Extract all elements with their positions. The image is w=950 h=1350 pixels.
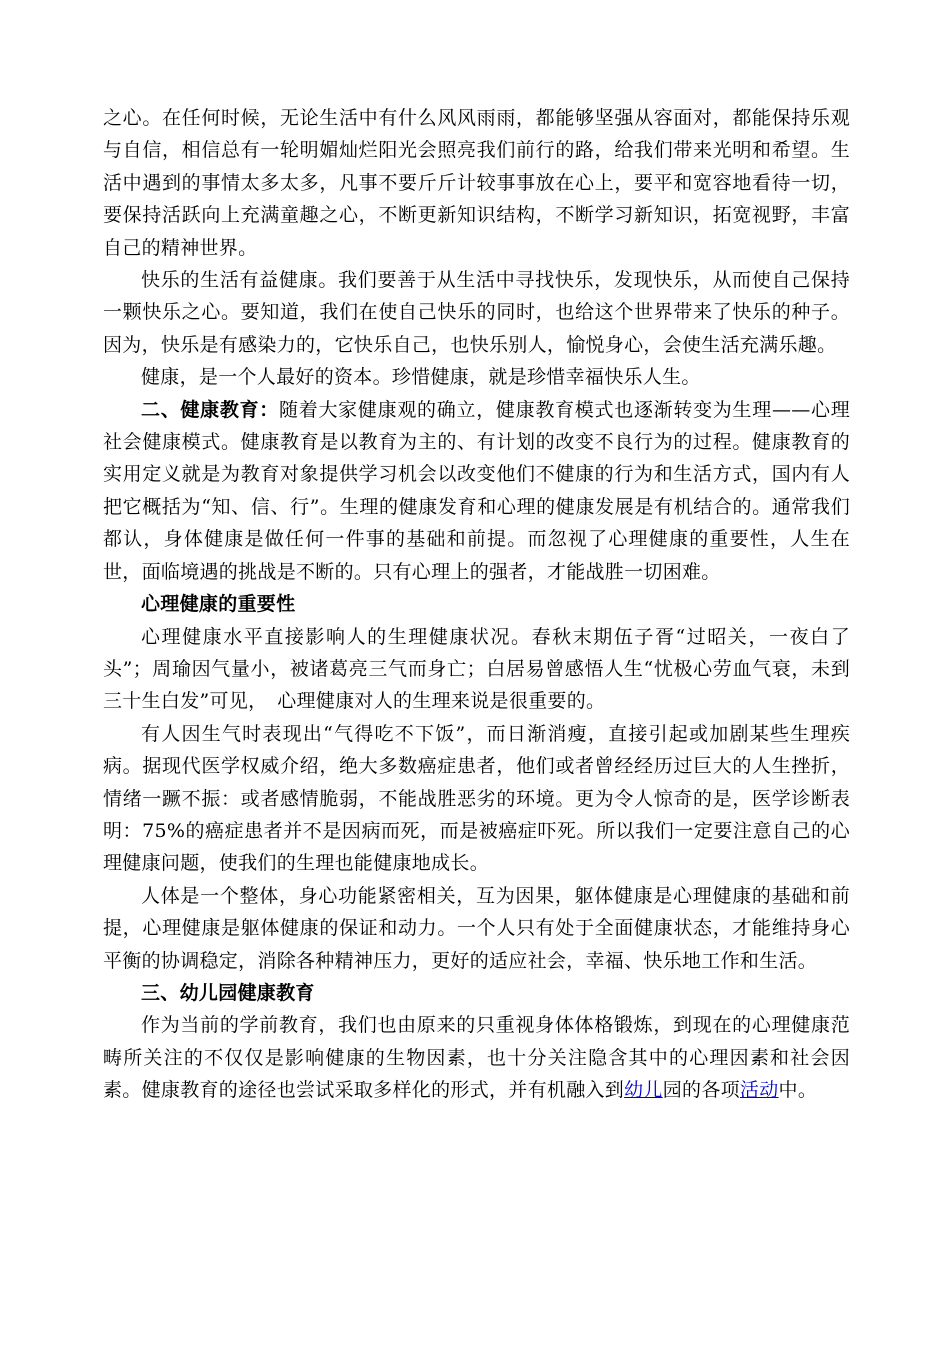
section-2-text: 随着大家健康观的确立，健康教育模式也逐渐转变为生理——心理社会健康模式。健康教育是以教育为主的、有计划的改变不良行为的过程。健康教育的实用定义就是为教育对象提供学习机会以改变他们不健康的行为和生活方式，国内有人把它概括为“知、信、行”。生理的健康发育和心理的健康发展是有机结合的。通常我们都认，身体健康是做任何一件事的基础和前提。而忽视了心理健康的重要性，人生在世，面临境遇的挑战是不断的。只有心理上的强者，才能战胜一切困难。 (103, 398, 850, 583)
document-page (103, 102, 850, 1107)
section-2-label: 二、健康教育： (141, 398, 280, 421)
paragraph-7: 人体是一个整体，身心功能紧密相关，互为因果，躯体健康是心理健康的基础和前提，心理健康是躯体健康的保证和动力。一个人只有处于全面健康状态，才能维持身心平衡的协调稳定，消除各种精神压力，更好的适应社会，幸福、快乐地工作和生活。 (103, 884, 850, 972)
paragraph-5: 心理健康水平直接影响人的生理健康状况。春秋末期伍子胥“过昭关，一夜白了头”；周瑜因气量小，被诸葛亮三气而身亡；白居易曾感悟人生“忧极心劳血气衰，未到三十生白发”可见， 心理健康对人的生理来说是很重要的。 (103, 625, 850, 713)
paragraph-9-text-1: 作为当前的学前教育，我们也由原来的只重视身体体格锻炼，到现在的心理健康范畴所关注的不仅仅是影响健康的生物因素，也十分关注隐含其中的心理因素和社会因素。健康教育的途径也尝试采取多样化的形式，并有机融入到 (103, 1014, 850, 1102)
paragraph-9-text-2: 园的各项 (662, 1079, 740, 1102)
paragraph-9 (103, 1009, 850, 1106)
subheading-mental-health: 心理健康的重要性 (141, 593, 296, 616)
paragraph-2: 快乐的生活有益健康。我们要善于从生活中寻找快乐，发现快乐，从而使自己保持一颗快乐之心。要知道，我们在使自己快乐的同时，也给这个世界带来了快乐的种子。因为，快乐是有感染力的，它快乐自己，也快乐别人，愉悦身心，会使生活充满乐趣。 (103, 269, 850, 356)
paragraph-6: 有人因生气时表现出“气得吃不下饭”，而日渐消瘦，直接引起或加剧某些生理疾病。据现代医学权威介绍，绝大多数癌症患者，他们或者曾经经历过巨大的人生挫折，情绪一蹶不振：或者感情脆弱，不能战胜恶劣的环境。更为令人惊奇的是，医学诊断表明：75%的癌症患者并不是因病而死，而是被癌症吓死。所以我们一定要注意自己的心理健康问题，使我们的生理也能健康地成长。 (103, 722, 850, 875)
link-activity[interactable]: 活动 (739, 1079, 779, 1102)
section-2-paragraph (103, 394, 850, 588)
paragraph-1: 之心。在任何时候，无论生活中有什么风风雨雨，都能够坚强从容面对，都能保持乐观与自信，相信总有一轮明媚灿烂阳光会照亮我们前行的路，给我们带来光明和希望。生活中遇到的事情太多太多，凡事不要斤斤计较事事放在心上，要平和宽容地看待一切，要保持活跃向上充满童趣之心，不断更新知识结构，不断学习新知识，拓宽视野，丰富自己的精神世界。 (103, 107, 850, 259)
link-kindergarten[interactable]: 幼儿 (624, 1079, 663, 1102)
section-3-heading: 三、幼儿园健康教育 (141, 981, 315, 1004)
paragraph-9-text-3: 中。 (778, 1079, 818, 1102)
paragraph-3: 健康，是一个人最好的资本。珍惜健康，就是珍惜幸福快乐人生。 (141, 366, 701, 389)
